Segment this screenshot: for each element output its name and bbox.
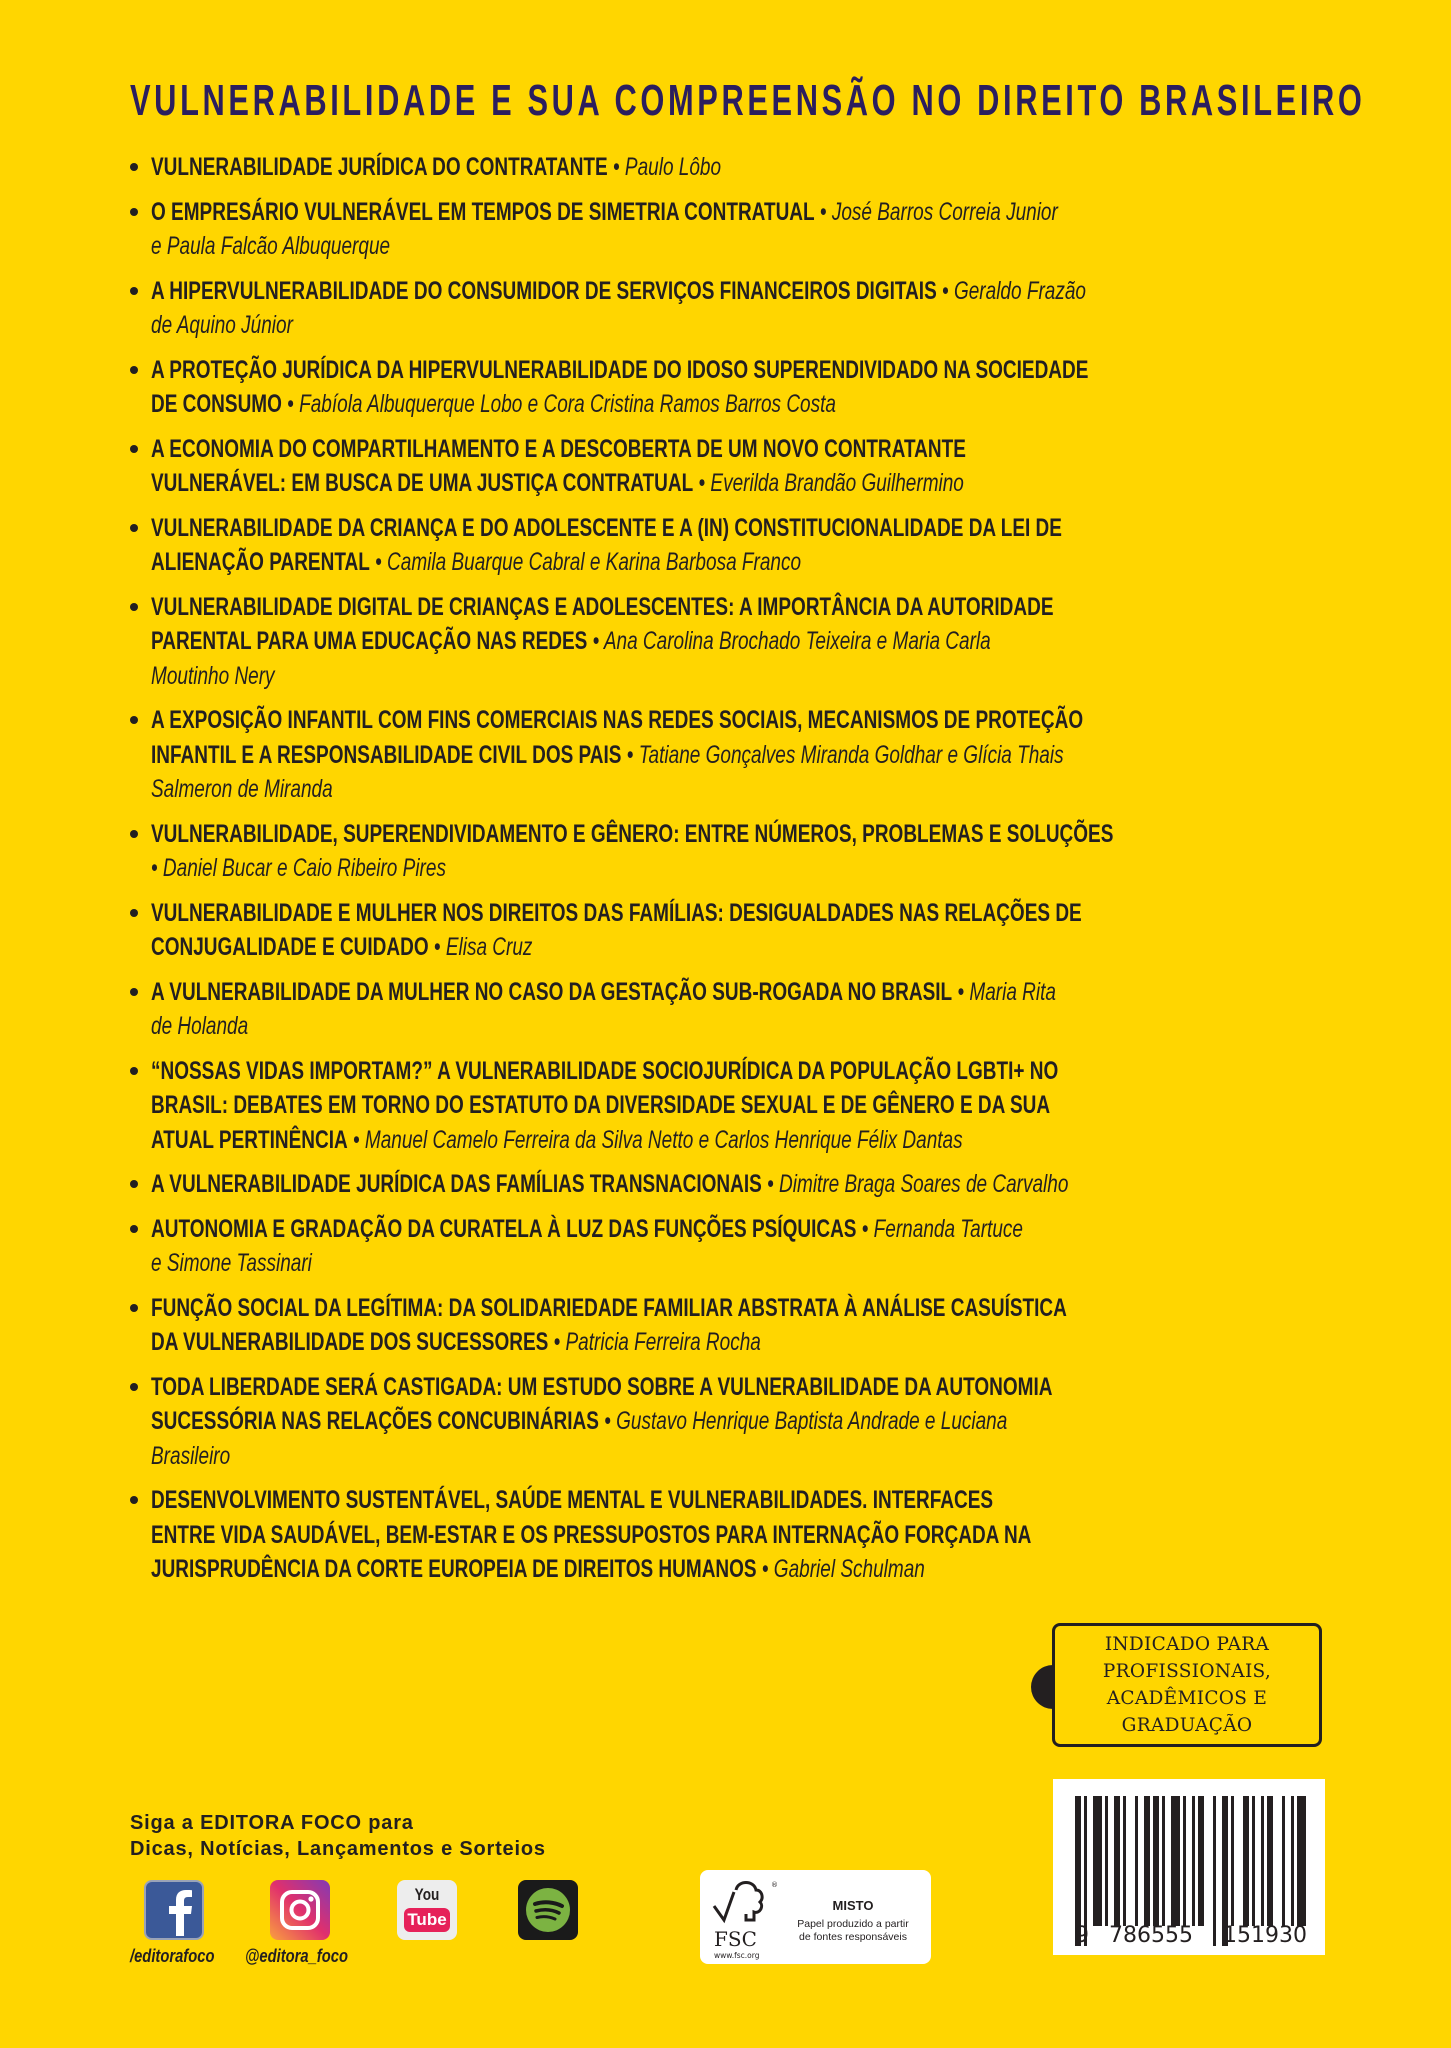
chapter-line bbox=[151, 817, 1367, 852]
barcode-digit-first: 9 bbox=[1075, 1923, 1089, 1948]
spotify-icon[interactable] bbox=[518, 1880, 578, 1940]
bullet-icon bbox=[130, 830, 138, 838]
bullet-icon bbox=[130, 524, 138, 532]
chapter-item bbox=[130, 353, 1360, 422]
chapter-author: Brasileiro bbox=[151, 1441, 231, 1470]
chapter-line bbox=[151, 1439, 1367, 1474]
barcode-bar bbox=[1183, 1796, 1186, 1926]
chapter-author: de Aquino Júnior bbox=[151, 311, 293, 339]
chapter-line bbox=[151, 1552, 1367, 1587]
chapter-line bbox=[151, 1088, 1367, 1123]
chapter-item bbox=[130, 195, 1360, 264]
chapter-line bbox=[151, 387, 1367, 422]
bullet-icon bbox=[130, 1496, 138, 1504]
chapter-line bbox=[151, 1009, 1367, 1044]
bullet-icon bbox=[130, 445, 138, 453]
barcode-bar bbox=[1162, 1796, 1165, 1926]
chapter-line bbox=[151, 466, 1367, 501]
chapter-title: O EMPRESÁRIO VULNERÁVEL EM TEMPOS DE SIMETRIA CONTRATUAL bbox=[151, 197, 815, 226]
chapter-title: VULNERÁVEL: EM BUSCA DE UMA JUSTIÇA CONTRATUAL bbox=[151, 469, 694, 497]
chapter-line bbox=[151, 624, 1367, 659]
chapter-item bbox=[130, 1370, 1360, 1474]
follow-line-1: Siga a EDITORA FOCO para bbox=[130, 1812, 414, 1834]
chapter-line bbox=[151, 659, 1367, 694]
barcode-bar bbox=[1135, 1796, 1138, 1926]
chapter-title: DA VULNERABILIDADE DOS SUCESSORES bbox=[151, 1328, 549, 1356]
chapter-line bbox=[151, 511, 1367, 546]
chapter-author: • Fernanda Tartuce bbox=[856, 1214, 1023, 1243]
barcode-bar bbox=[1267, 1796, 1273, 1926]
chapter-author: • Maria Rita bbox=[952, 977, 1056, 1006]
chapter-author: e Simone Tassinari bbox=[151, 1249, 312, 1277]
chapter-title: A EXPOSIÇÃO INFANTIL COM FINS COMERCIAIS NAS REDES SOCIAIS, MECANISMOS DE PROTEÇÃO bbox=[151, 706, 1084, 734]
chapter-author: • Daniel Bucar e Caio Ribeiro Pires bbox=[151, 854, 446, 882]
barcode-bar bbox=[1093, 1796, 1102, 1926]
chapter-author: Salmeron de Miranda bbox=[151, 775, 333, 803]
badge-line: GRADUAÇÃO bbox=[1121, 1715, 1253, 1736]
chapter-title: PARENTAL PARA UMA EDUCAÇÃO NAS REDES bbox=[151, 627, 588, 655]
chapter-author: • Ana Carolina Brochado Teixeira e Maria Carla bbox=[587, 627, 991, 655]
chapter-title: FUNÇÃO SOCIAL DA LEGÍTIMA: DA SOLIDARIEDADE FAMILIAR ABSTRATA À ANÁLISE CASUÍSTICA bbox=[151, 1293, 1067, 1322]
chapter-author: • Gabriel Schulman bbox=[756, 1555, 925, 1583]
barcode-bar bbox=[1192, 1796, 1195, 1926]
chapter-title: VULNERABILIDADE E MULHER NOS DIREITOS DAS FAMÍLIAS: DESIGUALDADES NAS RELAÇÕES DE bbox=[151, 898, 1082, 927]
chapter-title: JURISPRUDÊNCIA DA CORTE EUROPEIA DE DIREITOS HUMANOS bbox=[151, 1555, 757, 1583]
badge-line: PROFISSIONAIS, bbox=[1102, 1661, 1272, 1682]
chapter-line bbox=[151, 851, 1367, 886]
chapter-line bbox=[151, 1212, 1367, 1247]
barcode-bar bbox=[1198, 1796, 1204, 1926]
barcode-bar bbox=[1105, 1796, 1108, 1926]
barcode-bar bbox=[1123, 1796, 1126, 1926]
bullet-icon bbox=[130, 1225, 138, 1233]
chapter-title: DESENVOLVIMENTO SUSTENTÁVEL, SAÚDE MENTAL E VULNERABILIDADES. INTERFACES bbox=[151, 1486, 994, 1514]
barcode-bar bbox=[1252, 1796, 1255, 1926]
chapter-line bbox=[151, 432, 1367, 467]
chapter-item bbox=[130, 1054, 1360, 1158]
svg-text:®: ® bbox=[771, 1881, 778, 1889]
chapter-title: VULNERABILIDADE DIGITAL DE CRIANÇAS E ADOLESCENTES: A IMPORTÂNCIA DA AUTORIDADE bbox=[151, 592, 1054, 621]
chapter-title: “NOSSAS VIDAS IMPORTAM?” A VULNERABILIDADE SOCIOJURÍDICA DA POPULAÇÃO LGBTI+ NO bbox=[151, 1056, 1059, 1085]
page-title: VULNERABILIDADE E SUA COMPREENSÃO NO DIREITO BRASILEIRO bbox=[130, 76, 1366, 125]
chapter-item bbox=[130, 1212, 1360, 1281]
chapter-line bbox=[151, 195, 1367, 230]
chapter-title: VULNERABILIDADE, SUPERENDIVIDAMENTO E GÊNERO: ENTRE NÚMEROS, PROBLEMAS E SOLUÇÕES bbox=[151, 819, 1114, 848]
chapter-author: • Gustavo Henrique Baptista Andrade e Luciana bbox=[598, 1407, 1008, 1435]
fsc-logo-text: FSC bbox=[714, 1927, 757, 1951]
chapter-item bbox=[130, 432, 1360, 501]
chapter-line bbox=[151, 229, 1367, 264]
bullet-icon bbox=[130, 1067, 138, 1075]
chapter-line bbox=[151, 1054, 1367, 1089]
badge-line: ACADÊMICOS E bbox=[1106, 1688, 1268, 1709]
chapter-title: AUTONOMIA E GRADAÇÃO DA CURATELA À LUZ DAS FUNÇÕES PSÍQUICAS bbox=[151, 1214, 857, 1243]
bullet-icon bbox=[130, 366, 138, 374]
barcode-digits-left: 786555 bbox=[1109, 1923, 1193, 1948]
chapter-author: • Dimitre Braga Soares de Carvalho bbox=[761, 1170, 1069, 1198]
chapter-title: ALIENAÇÃO PARENTAL bbox=[151, 548, 370, 576]
barcode-bars bbox=[1053, 1779, 1325, 1955]
chapter-line bbox=[151, 975, 1367, 1010]
youtube-logo-bottom: Tube bbox=[404, 1908, 450, 1932]
chapter-title: VULNERABILIDADE DA CRIANÇA E DO ADOLESCENTE E A (IN) CONSTITUCIONALIDADE DA LEI DE bbox=[151, 513, 1062, 542]
barcode-bar bbox=[1282, 1796, 1285, 1926]
chapter-title: TODA LIBERDADE SERÁ CASTIGADA: UM ESTUDO SOBRE A VULNERABILIDADE DA AUTONOMIA bbox=[151, 1372, 1053, 1401]
chapter-title: CONJUGALIDADE E CUIDADO bbox=[151, 933, 429, 961]
bullet-icon bbox=[130, 1180, 138, 1188]
bullet-icon bbox=[130, 603, 138, 611]
chapter-author: • Fabíola Albuquerque Lobo e Cora Cristina Ramos Barros Costa bbox=[281, 390, 836, 418]
chapter-line bbox=[151, 772, 1367, 807]
barcode-bar bbox=[1171, 1796, 1180, 1926]
bullet-icon bbox=[130, 909, 138, 917]
chapter-author: • José Barros Correia Junior bbox=[814, 197, 1058, 226]
chapter-item bbox=[130, 150, 1360, 185]
chapter-line bbox=[151, 896, 1367, 931]
chapter-title: DE CONSUMO bbox=[151, 390, 282, 418]
barcode-bar bbox=[1243, 1796, 1249, 1926]
facebook-icon[interactable] bbox=[144, 1880, 204, 1940]
barcode-bar bbox=[1114, 1796, 1120, 1926]
chapter-title: ATUAL PERTINÊNCIA bbox=[151, 1125, 348, 1154]
chapter-author: • Everilda Brandão Guilhermino bbox=[693, 469, 964, 497]
barcode-bar bbox=[1291, 1796, 1294, 1926]
chapter-line bbox=[151, 1291, 1367, 1326]
chapter-line bbox=[151, 308, 1367, 343]
chapter-title: BRASIL: DEBATES EM TORNO DO ESTATUTO DA DIVERSIDADE SEXUAL E DE GÊNERO E DA SUA bbox=[151, 1091, 1051, 1119]
chapter-item bbox=[130, 511, 1360, 580]
chapter-item bbox=[130, 1483, 1360, 1587]
chapter-title: A VULNERABILIDADE DA MULHER NO CASO DA GESTAÇÃO SUB-ROGADA NO BRASIL bbox=[151, 977, 953, 1006]
barcode-digits-right: 151930 bbox=[1223, 1923, 1307, 1948]
fsc-tree-icon bbox=[714, 1881, 778, 1920]
follow-line-2: Dicas, Notícias, Lançamentos e Sorteios bbox=[130, 1838, 546, 1860]
follow-text bbox=[130, 1810, 546, 1862]
bullet-icon bbox=[130, 208, 138, 216]
chapter-line bbox=[151, 1325, 1367, 1360]
chapter-title: A VULNERABILIDADE JURÍDICA DAS FAMÍLIAS TRANSNACIONAIS bbox=[151, 1170, 762, 1198]
chapter-item bbox=[130, 817, 1360, 886]
instagram-icon[interactable] bbox=[270, 1880, 330, 1940]
chapter-line bbox=[151, 1246, 1367, 1281]
fsc-label bbox=[700, 1870, 931, 1964]
chapter-title: SUCESSÓRIA NAS RELAÇÕES CONCUBINÁRIAS bbox=[151, 1407, 599, 1435]
barcode bbox=[1053, 1779, 1325, 1955]
chapter-line bbox=[151, 150, 1367, 185]
chapter-line bbox=[151, 353, 1367, 388]
audience-badge bbox=[1052, 1623, 1322, 1747]
chapter-title: VULNERABILIDADE JURÍDICA DO CONTRATANTE bbox=[151, 153, 608, 181]
chapter-author: • Manuel Camelo Ferreira da Silva Netto e Carlos Henrique Félix Dantas bbox=[347, 1125, 963, 1154]
chapter-line bbox=[151, 1483, 1367, 1518]
bullet-icon bbox=[130, 716, 138, 724]
facebook-handle[interactable]: /editorafoco bbox=[130, 1946, 215, 1966]
chapter-line bbox=[151, 1167, 1367, 1202]
chapter-title: A PROTEÇÃO JURÍDICA DA HIPERVULNERABILIDADE DO IDOSO SUPERENDIVIDADO NA SOCIEDADE bbox=[151, 355, 1089, 384]
chapter-item bbox=[130, 703, 1360, 807]
chapter-author: • Paulo Lôbo bbox=[607, 153, 722, 181]
chapter-author: • Elisa Cruz bbox=[428, 933, 533, 961]
chapter-author: e Paula Falcão Albuquerque bbox=[151, 232, 391, 260]
chapter-line bbox=[151, 1404, 1367, 1439]
barcode-bar bbox=[1213, 1796, 1216, 1946]
chapter-title: A HIPERVULNERABILIDADE DO CONSUMIDOR DE SERVIÇOS FINANCEIROS DIGITAIS bbox=[151, 276, 937, 305]
youtube-logo-top: You bbox=[414, 1885, 440, 1904]
chapter-item bbox=[130, 1291, 1360, 1360]
chapter-author: Moutinho Nery bbox=[151, 661, 275, 690]
barcode-bar bbox=[1297, 1796, 1306, 1926]
badge-line: INDICADO PARA bbox=[1104, 1634, 1270, 1655]
chapter-author: • Camila Buarque Cabral e Karina Barbosa Franco bbox=[369, 548, 802, 576]
chapter-item bbox=[130, 896, 1360, 965]
chapter-author: de Holanda bbox=[151, 1012, 249, 1040]
chapter-item bbox=[130, 274, 1360, 343]
fsc-line-2: de fontes responsáveis bbox=[799, 1931, 907, 1943]
chapter-line bbox=[151, 590, 1367, 625]
chapter-title: A ECONOMIA DO COMPARTILHAMENTO E A DESCOBERTA DE UM NOVO CONTRATANTE bbox=[151, 434, 966, 463]
youtube-icon[interactable] bbox=[397, 1880, 457, 1940]
barcode-bar bbox=[1153, 1796, 1159, 1926]
instagram-handle[interactable]: @editora_foco bbox=[245, 1946, 348, 1966]
barcode-bar bbox=[1261, 1796, 1264, 1926]
bullet-icon bbox=[130, 287, 138, 295]
chapter-item bbox=[130, 975, 1360, 1044]
chapter-item bbox=[130, 590, 1360, 694]
chapter-line bbox=[151, 545, 1367, 580]
chapter-line bbox=[151, 1518, 1367, 1553]
chapter-line bbox=[151, 1370, 1367, 1405]
chapter-line bbox=[151, 738, 1367, 773]
chapter-title: INFANTIL E A RESPONSABILIDADE CIVIL DOS PAIS bbox=[151, 740, 622, 769]
chapter-author: • Patricia Ferreira Rocha bbox=[548, 1328, 761, 1356]
chapter-line bbox=[151, 930, 1367, 965]
barcode-bar bbox=[1144, 1796, 1150, 1926]
chapter-line bbox=[151, 1123, 1367, 1158]
barcode-bar bbox=[1231, 1796, 1234, 1926]
fsc-heading: MISTO bbox=[832, 1898, 874, 1913]
bullet-icon bbox=[130, 163, 138, 171]
chapter-author: • Geraldo Frazão bbox=[936, 276, 1086, 305]
chapter-line bbox=[151, 274, 1367, 309]
bullet-icon bbox=[130, 1383, 138, 1391]
fsc-url: www.fsc.org bbox=[714, 1951, 760, 1960]
bullet-icon bbox=[130, 988, 138, 996]
chapter-line bbox=[151, 703, 1367, 738]
chapter-author: • Tatiane Gonçalves Miranda Goldhar e Glícia Thais bbox=[621, 740, 1064, 769]
fsc-line-1: Papel produzido a partir bbox=[797, 1918, 909, 1930]
chapter-item bbox=[130, 1167, 1360, 1202]
chapter-list bbox=[130, 150, 1360, 1597]
chapter-title: ENTRE VIDA SAUDÁVEL, BEM-ESTAR E OS PRESSUPOSTOS PARA INTERNAÇÃO FORÇADA NA bbox=[151, 1520, 1032, 1549]
bullet-icon bbox=[130, 1304, 138, 1312]
